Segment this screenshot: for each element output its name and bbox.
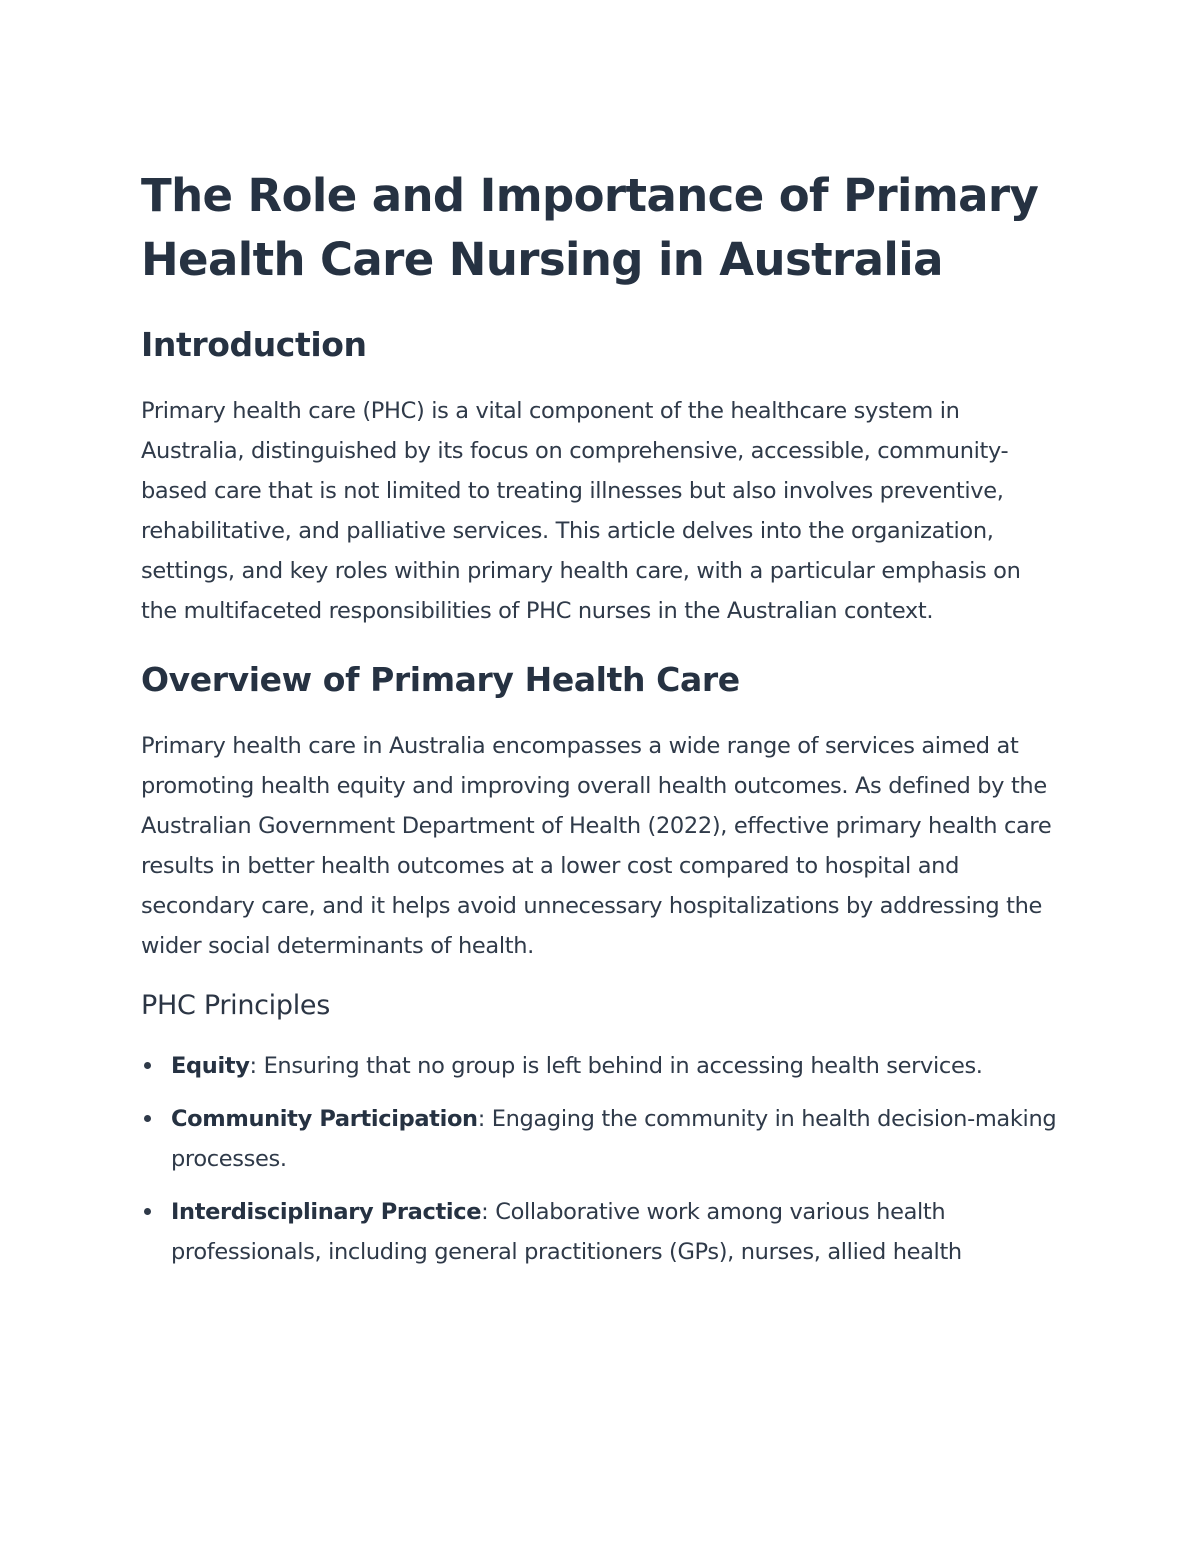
bullet-icon	[144, 1208, 151, 1215]
list-item	[141, 1192, 1061, 1272]
principles-heading: PHC Principles	[141, 990, 331, 1021]
bullet-icon	[144, 1062, 151, 1069]
list-item	[141, 1046, 1061, 1086]
principle-term: Equity	[171, 1053, 250, 1079]
principle-text: : Collaborative work among various health professionals, including general practitioners (GPs), nurses, allied health	[171, 1199, 962, 1265]
bullet-icon	[144, 1115, 151, 1122]
principle-term: Community Participation	[171, 1106, 478, 1132]
list-item	[141, 1099, 1061, 1179]
principle-text: : Ensuring that no group is left behind in accessing health services.	[249, 1053, 983, 1079]
principles-list	[141, 1046, 1061, 1272]
overview-paragraph: Primary health care in Australia encompasses a wide range of services aimed at promoting health equity and improving overall health outcomes. As defined by the Australian Government Department of Health (2022), effective primary health care results in better health outcomes at a lower cost compared to hospital and secondary care, and it helps avoid unnecessary hospitalizations by addressing the wider social determinants of health.	[141, 733, 1052, 959]
principle-term: Interdisciplinary Practice	[171, 1199, 482, 1225]
document-page	[141, 164, 1061, 1285]
introduction-heading: Introduction	[141, 325, 367, 364]
overview-heading: Overview of Primary Health Care	[141, 660, 740, 699]
principle-text: : Engaging the community in health decision-making processes.	[171, 1106, 1057, 1172]
introduction-paragraph: Primary health care (PHC) is a vital component of the healthcare system in Australia, distinguished by its focus on comprehensive, accessible, community-based care that is not limited to treating illnesses but also involves preventive, rehabilitative, and palliative services. This article delves into the organization, settings, and key roles within primary health care, with a particular emphasis on the multifaceted responsibilities of PHC nurses in the Australian context.	[141, 398, 1021, 624]
page-title: The Role and Importance of Primary Health Care Nursing in Australia	[141, 169, 1039, 286]
